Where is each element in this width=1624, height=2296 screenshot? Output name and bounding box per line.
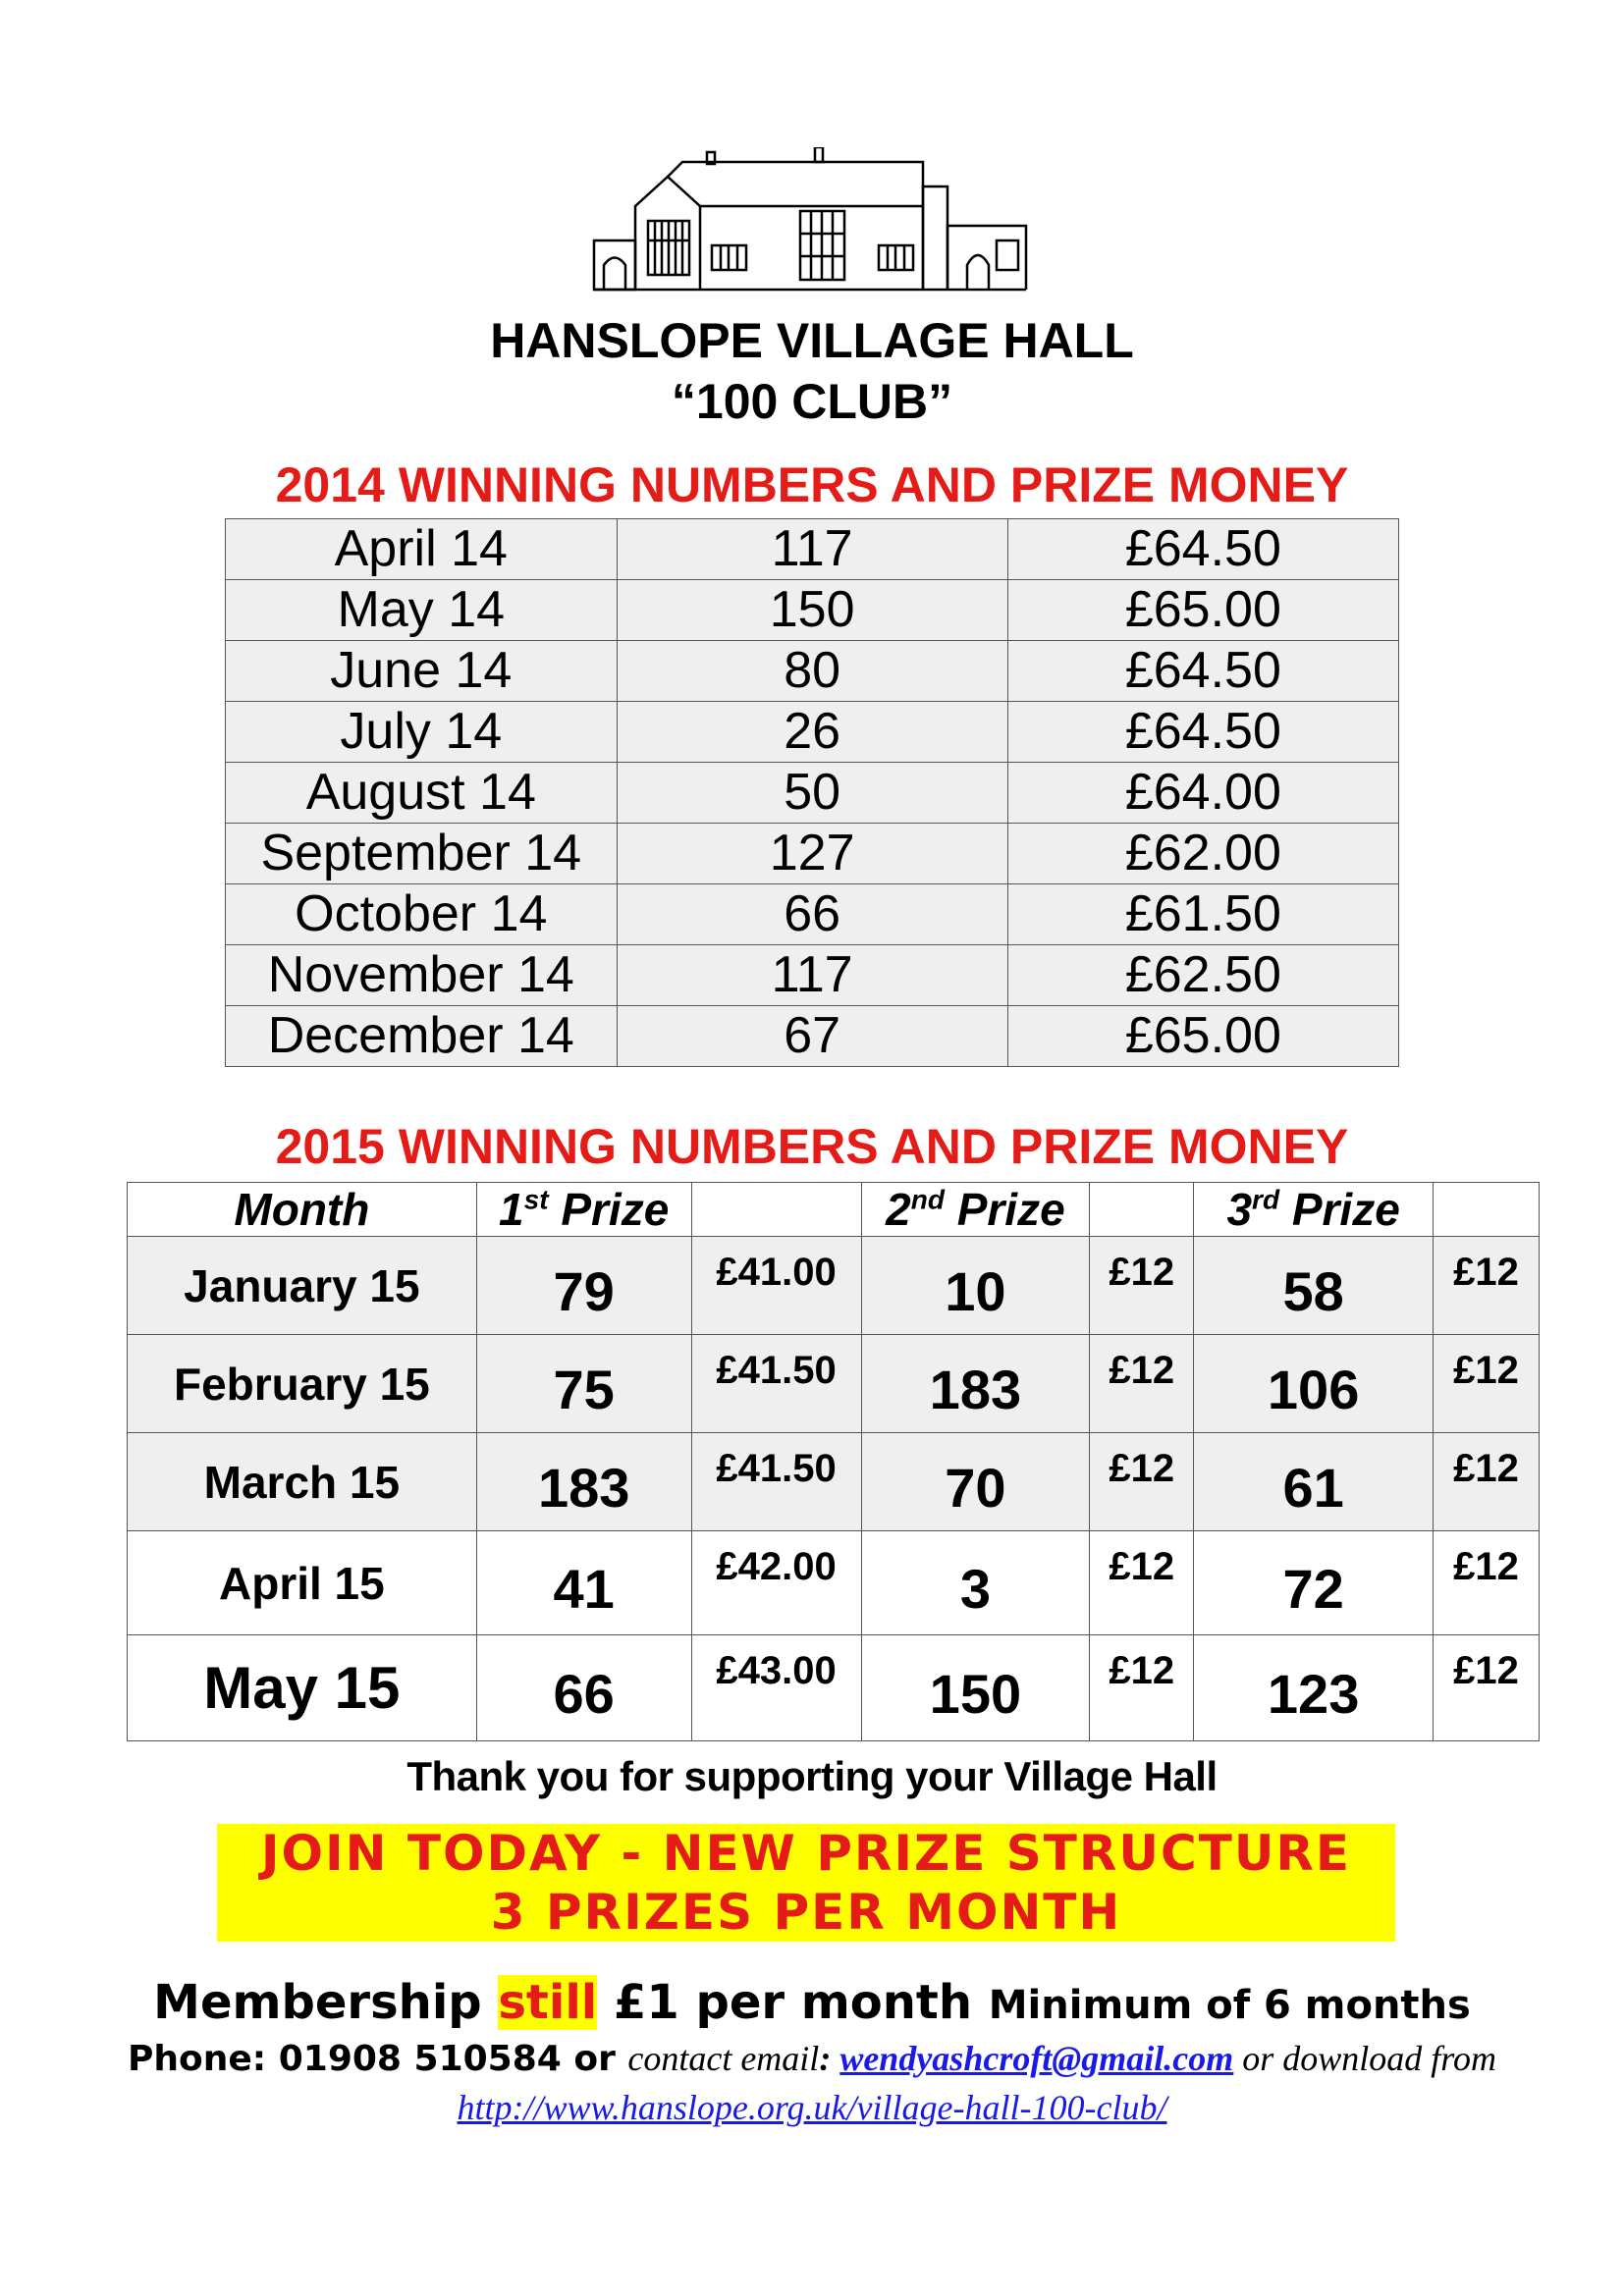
second-prize-amount: £12	[1090, 1335, 1194, 1433]
email-link[interactable]: wendyashcroft@gmail.com	[839, 2039, 1234, 2078]
third-prize-number: 123	[1194, 1635, 1434, 1741]
second-prize-amount: £12	[1090, 1635, 1194, 1741]
first-prize-number: 183	[476, 1433, 691, 1531]
banner-line-1: JOIN TODAY - NEW PRIZE STRUCTURE	[260, 1825, 1352, 1882]
prize-cell: £64.50	[1007, 519, 1398, 580]
first-prize-amount: £41.00	[691, 1237, 861, 1335]
header-blank	[1434, 1183, 1540, 1237]
website-link[interactable]: http://www.hanslope.org.uk/village-hall-100-club/	[457, 2088, 1167, 2127]
third-prize-number: 61	[1194, 1433, 1434, 1531]
number-cell: 50	[617, 763, 1007, 824]
membership-part-1: Membership	[153, 1975, 499, 2030]
second-prize-number: 183	[861, 1335, 1090, 1433]
third-prize-number: 106	[1194, 1335, 1434, 1433]
first-prize-number: 41	[476, 1531, 691, 1635]
header-first-label: Prize	[548, 1184, 670, 1235]
table-row	[226, 641, 1399, 702]
header-first-prize	[476, 1183, 691, 1237]
third-prize-amount: £12	[1434, 1433, 1540, 1531]
month-cell: August 14	[226, 763, 618, 824]
header-blank	[1090, 1183, 1194, 1237]
first-prize-amount: £41.50	[691, 1335, 861, 1433]
prize-cell: £64.00	[1007, 763, 1398, 824]
header-first-num: 1	[499, 1184, 524, 1235]
email-colon: :	[819, 2039, 840, 2078]
membership-still: still	[498, 1975, 598, 2030]
month-cell: July 14	[226, 702, 618, 763]
prize-cell: £62.50	[1007, 945, 1398, 1006]
second-prize-number: 10	[861, 1237, 1090, 1335]
banner-line-2: 3 PRIZES PER MONTH	[490, 1884, 1122, 1941]
membership-minimum: Minimum of 6 months	[988, 1983, 1471, 2028]
table-row	[226, 824, 1399, 884]
prize-cell: £61.50	[1007, 884, 1398, 945]
first-prize-number: 75	[476, 1335, 691, 1433]
table-row	[226, 1006, 1399, 1067]
number-cell: 66	[617, 884, 1007, 945]
month-cell: May 15	[128, 1635, 477, 1741]
membership-part-2: £1 per month	[597, 1975, 989, 2030]
thank-you-note: Thank you for supporting your Village Hall	[406, 1753, 1218, 1799]
number-cell: 127	[617, 824, 1007, 884]
number-cell: 67	[617, 1006, 1007, 1067]
phone-text: Phone: 01908 510584 or	[128, 2039, 628, 2079]
table-row	[128, 1433, 1540, 1531]
month-cell: April 14	[226, 519, 618, 580]
third-prize-amount: £12	[1434, 1635, 1540, 1741]
first-prize-amount: £41.50	[691, 1433, 861, 1531]
section-2014-title: 2014 WINNING NUMBERS AND PRIZE MONEY	[275, 457, 1349, 512]
header-second-num: 2	[886, 1184, 911, 1235]
second-prize-number: 150	[861, 1635, 1090, 1741]
month-cell: September 14	[226, 824, 618, 884]
header-second-label: Prize	[944, 1184, 1065, 1235]
number-cell: 80	[617, 641, 1007, 702]
first-prize-amount: £42.00	[691, 1531, 861, 1635]
membership-line	[0, 1975, 1624, 2030]
prize-cell: £64.50	[1007, 702, 1398, 763]
second-prize-amount: £12	[1090, 1237, 1194, 1335]
third-prize-number: 72	[1194, 1531, 1434, 1635]
table-row	[226, 702, 1399, 763]
prize-cell: £65.00	[1007, 1006, 1398, 1067]
table-2015-header-row	[128, 1183, 1540, 1237]
third-prize-amount: £12	[1434, 1531, 1540, 1635]
prize-cell: £64.50	[1007, 641, 1398, 702]
second-prize-amount: £12	[1090, 1433, 1194, 1531]
number-cell: 117	[617, 945, 1007, 1006]
number-cell: 26	[617, 702, 1007, 763]
download-text: or download from	[1233, 2039, 1496, 2078]
first-prize-amount: £43.00	[691, 1635, 861, 1741]
header-third-label: Prize	[1279, 1184, 1400, 1235]
header-month: Month	[128, 1183, 477, 1237]
third-prize-number: 58	[1194, 1237, 1434, 1335]
header-third-num: 3	[1226, 1184, 1253, 1235]
table-2015	[127, 1182, 1540, 1741]
prize-cell: £62.00	[1007, 824, 1398, 884]
table-row	[226, 763, 1399, 824]
month-cell: June 14	[226, 641, 618, 702]
month-cell: October 14	[226, 884, 618, 945]
third-prize-amount: £12	[1434, 1237, 1540, 1335]
join-banner	[217, 1824, 1395, 1942]
table-row	[128, 1335, 1540, 1433]
header-first-sup: st	[523, 1184, 549, 1215]
first-prize-number: 66	[476, 1635, 691, 1741]
table-row	[128, 1531, 1540, 1635]
table-row	[226, 884, 1399, 945]
header-third-prize	[1194, 1183, 1434, 1237]
month-cell: November 14	[226, 945, 618, 1006]
number-cell: 117	[617, 519, 1007, 580]
prize-cell: £65.00	[1007, 580, 1398, 641]
url-line	[0, 2083, 1624, 2132]
table-row	[128, 1635, 1540, 1741]
second-prize-number: 3	[861, 1531, 1090, 1635]
table-row	[128, 1237, 1540, 1335]
table-2014	[225, 518, 1399, 1067]
header-second-prize	[861, 1183, 1090, 1237]
second-prize-number: 70	[861, 1433, 1090, 1531]
table-row	[226, 945, 1399, 1006]
table-row	[226, 580, 1399, 641]
table-row	[226, 519, 1399, 580]
second-prize-amount: £12	[1090, 1531, 1194, 1635]
month-cell: May 14	[226, 580, 618, 641]
month-cell: February 15	[128, 1335, 477, 1433]
village-hall-logo	[589, 147, 1031, 294]
number-cell: 150	[617, 580, 1007, 641]
title-line-2: “100 CLUB”	[671, 374, 953, 429]
third-prize-amount: £12	[1434, 1335, 1540, 1433]
header-blank	[691, 1183, 861, 1237]
email-label: contact email	[627, 2039, 820, 2078]
month-cell: April 15	[128, 1531, 477, 1635]
month-cell: January 15	[128, 1237, 477, 1335]
section-2015-title: 2015 WINNING NUMBERS AND PRIZE MONEY	[275, 1119, 1349, 1174]
header-second-sup: nd	[910, 1184, 945, 1215]
title-line-1: HANSLOPE VILLAGE HALL	[490, 313, 1134, 368]
month-cell: December 14	[226, 1006, 618, 1067]
first-prize-number: 79	[476, 1237, 691, 1335]
header-third-sup: rd	[1252, 1184, 1280, 1215]
month-cell: March 15	[128, 1433, 477, 1531]
